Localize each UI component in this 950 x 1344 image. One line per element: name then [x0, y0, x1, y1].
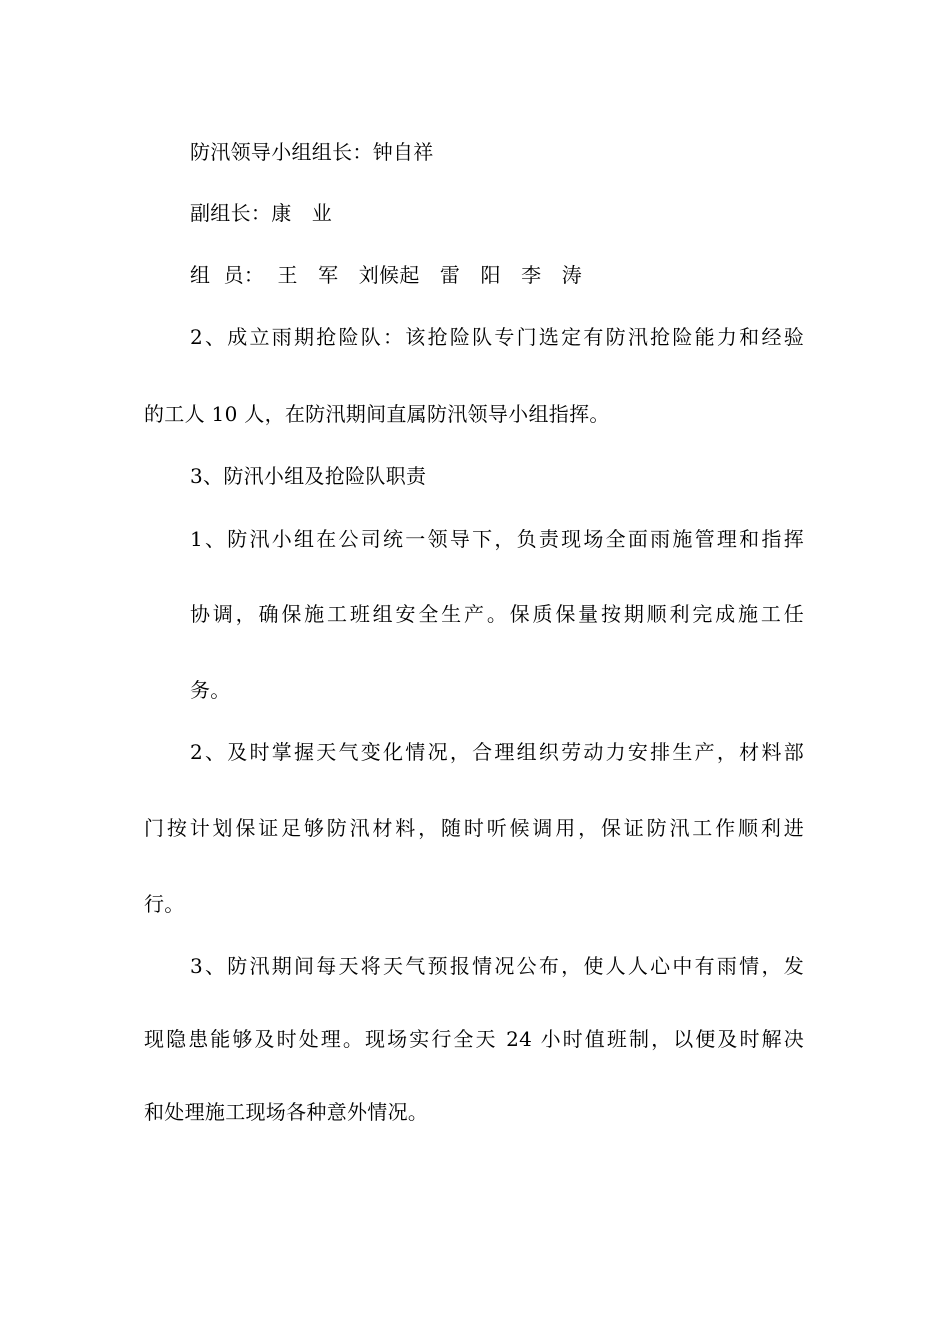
duty-item-1-line2: 协调，确保施工班组安全生产。保质保量按期顺利完成施工任 [190, 602, 804, 626]
duty-item-2-line2: 门按计划保证足够防汛材料，随时听候调用，保证防汛工作顺利进 [144, 816, 804, 840]
duty-item-3-line2: 现隐患能够及时处理。现场实行全天 24 小时值班制，以便及时解决 [144, 1027, 804, 1051]
duty-item-3-line1: 3、防汛期间每天将天气预报情况公布，使人人心中有雨情，发 [190, 954, 804, 978]
members-line: 组 员： 王 军 刘候起 雷 阳 李 涛 [190, 263, 583, 287]
duty-item-3-line3: 和处理施工现场各种意外情况。 [144, 1100, 429, 1124]
deputy-leader-line: 副组长：康 业 [190, 201, 333, 225]
rescue-team-paragraph-line1: 2、成立雨期抢险队：该抢险队专门选定有防汛抢险能力和经验 [190, 325, 804, 349]
duty-item-1-line1: 1、防汛小组在公司统一领导下，负责现场全面雨施管理和指挥 [190, 527, 804, 551]
duty-item-1-line3: 务。 [190, 678, 231, 702]
rescue-team-paragraph-line2: 的工人 10 人，在防汛期间直属防汛领导小组指挥。 [144, 402, 610, 426]
duty-item-2-line1: 2、及时掌握天气变化情况，合理组织劳动力安排生产，材料部 [190, 740, 804, 764]
duties-heading: 3、防汛小组及抢险队职责 [190, 464, 427, 488]
duty-item-2-line3: 行。 [144, 892, 185, 916]
flood-leader-line: 防汛领导小组组长：钟自祥 [190, 140, 434, 164]
